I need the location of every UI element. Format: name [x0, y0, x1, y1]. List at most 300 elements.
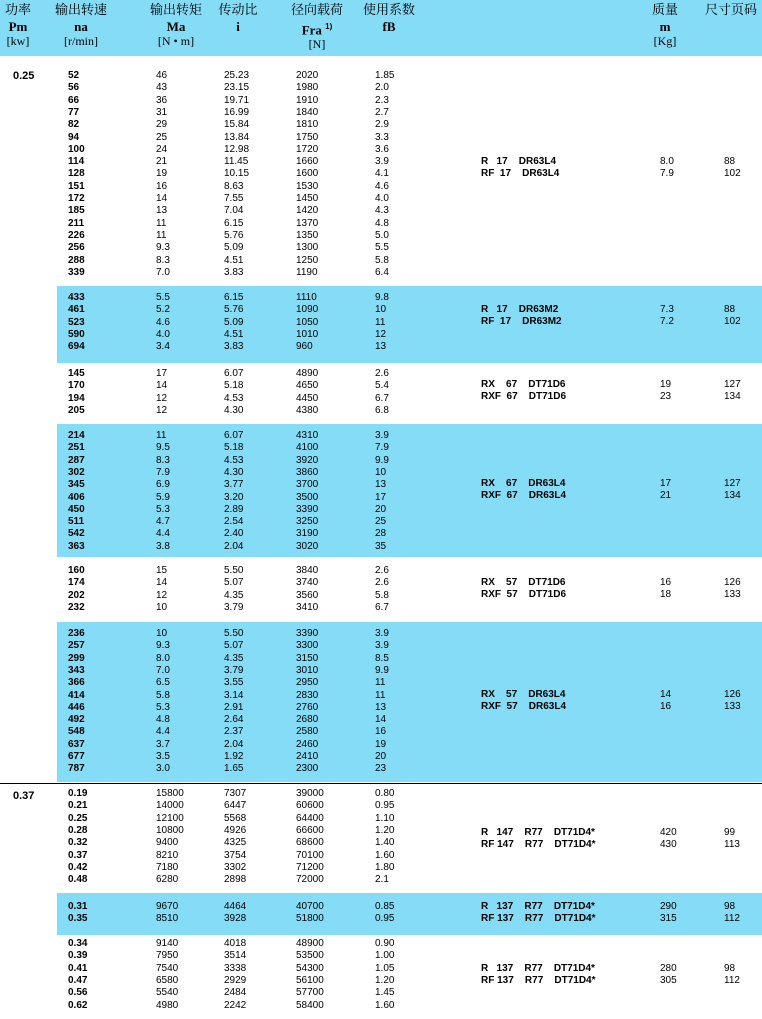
gear-ratio: 10.15: [224, 168, 250, 180]
radial-load: 3500: [296, 491, 319, 503]
radial-load: 53500: [296, 950, 324, 962]
service-factor: 9.9: [375, 664, 389, 676]
table-row: [57, 653, 762, 665]
gear-ratio: 2929: [224, 974, 247, 986]
output-torque: 12: [156, 392, 168, 404]
service-factor: 1.80: [375, 861, 395, 873]
unit-mass: 19: [660, 379, 672, 390]
unit-mass: 430: [660, 839, 677, 851]
output-torque: 4.4: [156, 528, 170, 540]
gear-ratio: 4.51: [224, 254, 244, 266]
table-row: [57, 95, 762, 107]
table-row: [57, 516, 762, 528]
output-torque: 6280: [156, 874, 179, 886]
model-line: [57, 975, 762, 987]
output-torque: 7950: [156, 950, 179, 962]
output-torque: 9400: [156, 837, 179, 849]
unit-mass: 14: [660, 689, 672, 700]
header-symbol-power: [0, 19, 36, 34]
gear-unit-group: [57, 286, 762, 363]
unit-mass: 7.3: [660, 304, 674, 315]
output-speed: 0.47: [68, 974, 88, 986]
output-torque: 19: [156, 168, 168, 180]
output-speed: 77: [68, 106, 80, 118]
dimension-page: 99: [724, 827, 736, 838]
service-factor: 3.3: [375, 131, 389, 143]
service-factor: 6.8: [375, 404, 389, 416]
radial-load: 4100: [296, 442, 319, 454]
output-speed: 677: [68, 751, 85, 762]
header-symbol-text: Fra: [301, 22, 322, 38]
model-line: [57, 379, 762, 391]
header-label-mass: 质量: [651, 3, 678, 18]
radial-load: 1110: [296, 292, 317, 303]
unit-mass: 21: [660, 490, 672, 502]
service-factor: 20: [375, 751, 387, 762]
header-col-speed: [52, 3, 110, 49]
unit-mass: 16: [660, 577, 672, 588]
output-torque: 7.0: [156, 266, 170, 278]
model-line: [57, 689, 762, 701]
radial-load: 3860: [296, 466, 319, 478]
table-row: [57, 602, 762, 614]
output-torque: 36: [156, 94, 168, 106]
model-line: [57, 577, 762, 589]
output-speed: 450: [68, 503, 85, 515]
model-designation: R 17 DR63L4: [481, 156, 557, 167]
radial-load: 1190: [296, 266, 318, 278]
header-unit-torque: [N • m]: [157, 34, 195, 48]
radial-load: 1720: [296, 143, 319, 155]
model-designation: RF 17 DR63L4: [481, 168, 560, 180]
radial-load: 72000: [296, 874, 324, 886]
model-line: [57, 839, 762, 851]
service-factor: 10: [375, 304, 387, 316]
output-torque: 14: [156, 193, 168, 204]
output-speed: 345: [68, 479, 85, 491]
service-factor: 25: [375, 516, 387, 528]
radial-load: 2410: [296, 751, 319, 762]
unit-mass: 16: [660, 701, 672, 713]
gear-ratio: 19.71: [224, 94, 250, 106]
unit-mass: 23: [660, 391, 672, 403]
gear-ratio: 2.89: [224, 503, 244, 515]
gear-ratio: 6447: [224, 800, 247, 812]
radial-load: 1010: [296, 328, 319, 340]
radial-load: 2680: [296, 714, 319, 726]
unit-mass: 7.2: [660, 316, 674, 328]
table-row: [57, 541, 762, 553]
table-row: [57, 862, 762, 874]
gear-ratio: 2.37: [224, 726, 244, 738]
service-factor: 9.9: [375, 454, 389, 466]
dimension-page: 127: [724, 379, 741, 390]
header-symbol-text: fB: [382, 19, 396, 34]
service-factor: 3.6: [375, 143, 389, 155]
radial-load: 3300: [296, 640, 319, 652]
table-row: [57, 739, 762, 751]
table-row: [57, 107, 762, 119]
output-torque: 10: [156, 628, 168, 639]
output-torque: 6580: [156, 974, 179, 986]
model-designation: RX 67 DR63L4: [481, 478, 566, 489]
output-torque: 9140: [156, 938, 179, 949]
header-label-power: 功率: [4, 3, 31, 18]
model-designation: RXF 57 DT71D6: [481, 589, 567, 601]
radial-load: 54300: [296, 962, 324, 974]
table-row: [57, 813, 762, 825]
gear-ratio: 5568: [224, 812, 247, 824]
radial-load: 3020: [296, 540, 319, 552]
table-row: [57, 665, 762, 677]
radial-load: 3410: [296, 601, 319, 613]
service-factor: 8.5: [375, 652, 389, 664]
radial-load: 1600: [296, 168, 319, 180]
gear-ratio: 25.23: [224, 70, 250, 81]
output-torque: 6.5: [156, 677, 170, 689]
gear-ratio: 5.76: [224, 304, 244, 316]
service-factor: 2.7: [375, 106, 389, 118]
output-torque: 9.3: [156, 242, 170, 254]
output-torque: 7.0: [156, 664, 170, 676]
output-speed: 232: [68, 601, 85, 613]
gear-ratio: 5.07: [224, 577, 244, 589]
radial-load: 3920: [296, 454, 319, 466]
dimension-page: 98: [724, 963, 736, 974]
service-factor: 20: [375, 503, 387, 515]
unit-mass: 8.0: [660, 156, 674, 167]
radial-load: 39000: [296, 788, 324, 799]
table-row: [57, 181, 762, 193]
service-factor: 2.9: [375, 119, 389, 131]
radial-load: 1980: [296, 82, 319, 94]
output-torque: 14000: [156, 800, 184, 812]
radial-load: 3700: [296, 479, 319, 491]
table-row: [57, 726, 762, 738]
gear-ratio: 7307: [224, 788, 247, 799]
gear-ratio: 4325: [224, 837, 247, 849]
gear-ratio: 3754: [224, 849, 247, 861]
gear-ratio: 1.65: [224, 763, 244, 775]
output-speed: 82: [68, 119, 80, 131]
gear-ratio: 3.79: [224, 601, 244, 613]
service-factor: 17: [375, 491, 387, 503]
service-factor: 16: [375, 726, 387, 738]
service-factor: 0.85: [375, 901, 395, 912]
gear-ratio: 5.07: [224, 640, 244, 652]
radial-load: 2300: [296, 763, 319, 775]
output-torque: 11: [156, 229, 167, 241]
power-value: 0.25: [13, 70, 35, 82]
header-col-power: [0, 3, 36, 49]
section-divider: [0, 783, 762, 784]
table-row: [57, 205, 762, 217]
unit-mass: 420: [660, 827, 677, 838]
radial-load: 57700: [296, 987, 324, 999]
table-row: [57, 751, 762, 763]
output-speed: 251: [68, 442, 85, 454]
header-label-factor: 使用系数: [362, 3, 415, 18]
header-symbol-torque: [138, 19, 214, 34]
gear-ratio: 5.76: [224, 229, 244, 241]
output-speed: 257: [68, 640, 85, 652]
service-factor: 11: [375, 677, 386, 689]
service-factor: 1.45: [375, 987, 395, 999]
gear-unit-group: [57, 557, 762, 622]
table-header: [0, 0, 762, 56]
service-factor: 4.1: [375, 168, 389, 180]
output-torque: 46: [156, 70, 168, 81]
table-row: [57, 628, 762, 640]
service-factor: 1.20: [375, 974, 395, 986]
radial-load: 71200: [296, 861, 324, 873]
radial-load: 1810: [296, 119, 319, 131]
header-col-page: [700, 3, 762, 19]
table-row: [57, 640, 762, 652]
output-speed: 288: [68, 254, 85, 266]
gear-unit-group: [57, 67, 762, 284]
header-label-speed: 输出转速: [54, 3, 107, 18]
output-speed: 0.48: [68, 874, 88, 886]
radial-load: 40700: [296, 901, 324, 912]
output-speed: 492: [68, 714, 85, 726]
output-speed: 446: [68, 701, 85, 713]
gear-ratio: 3514: [224, 950, 247, 962]
radial-load: 4310: [296, 430, 319, 441]
gear-ratio: 2.91: [224, 701, 244, 713]
output-speed: 0.41: [68, 962, 88, 974]
service-factor: 4.0: [375, 193, 389, 204]
table-row: [57, 430, 762, 442]
output-speed: 185: [68, 205, 85, 217]
radial-load: 1350: [296, 229, 319, 241]
service-factor: 13: [375, 479, 387, 491]
output-speed: 414: [68, 689, 85, 701]
gear-ratio: 4926: [224, 824, 247, 836]
dimension-page: 112: [724, 913, 740, 925]
model-designation: RF 137 R77 DT71D4*: [481, 975, 596, 987]
service-factor: 6.4: [375, 266, 389, 278]
gear-ratio: 5.18: [224, 442, 244, 454]
output-torque: 8210: [156, 849, 179, 861]
table-row: [57, 938, 762, 950]
output-torque: 14: [156, 577, 168, 589]
table-row: [57, 144, 762, 156]
radial-load: 68600: [296, 837, 324, 849]
output-speed: 461: [68, 304, 85, 316]
gear-unit-group: [57, 785, 762, 892]
table-row: [57, 292, 762, 304]
service-factor: 2.6: [375, 565, 389, 576]
header-symbol-text: m: [659, 19, 671, 34]
table-row: [57, 218, 762, 230]
unit-mass: 305: [660, 975, 677, 987]
service-factor: 3.9: [375, 430, 389, 441]
output-speed: 194: [68, 392, 85, 404]
gear-ratio: 6.07: [224, 368, 244, 379]
model-line: [57, 913, 762, 925]
output-speed: 0.32: [68, 837, 88, 849]
gear-ratio: 5.18: [224, 380, 244, 392]
header-symbol-load: [281, 19, 353, 37]
output-torque: 29: [156, 119, 168, 131]
output-speed: 694: [68, 341, 85, 353]
model-designation: RXF 57 DR63L4: [481, 701, 567, 713]
gear-ratio: 3.14: [224, 689, 244, 701]
output-speed: 202: [68, 589, 85, 601]
output-speed: 523: [68, 316, 85, 328]
gear-ratio: 3302: [224, 861, 247, 873]
service-factor: 11: [375, 689, 386, 701]
table-row: [57, 442, 762, 454]
radial-load: 1750: [296, 131, 319, 143]
output-speed: 406: [68, 491, 85, 503]
header-label-load: 径向载荷: [290, 3, 343, 18]
service-factor: 1.20: [375, 824, 395, 836]
gear-ratio: 6.15: [224, 217, 244, 229]
output-speed: 151: [68, 180, 85, 192]
output-speed: 302: [68, 466, 85, 478]
table-row: [57, 341, 762, 353]
gear-ratio: 5.09: [224, 242, 244, 254]
output-torque: 8.3: [156, 454, 170, 466]
output-speed: 637: [68, 738, 85, 750]
service-factor: 5.4: [375, 380, 389, 392]
gear-ratio: 4.30: [224, 404, 244, 416]
output-speed: 56: [68, 82, 80, 94]
header-col-torque: [138, 3, 214, 49]
gear-ratio: 4.35: [224, 589, 244, 601]
service-factor: 14: [375, 714, 387, 726]
output-torque: 12: [156, 404, 168, 416]
output-speed: 0.34: [68, 938, 88, 949]
table-row: [57, 119, 762, 131]
output-torque: 5.2: [156, 304, 170, 316]
radial-load: 1090: [296, 304, 319, 316]
radial-load: 2830: [296, 689, 319, 701]
output-torque: 17: [156, 368, 168, 379]
output-torque: 4.8: [156, 714, 170, 726]
gear-ratio: 2.64: [224, 714, 244, 726]
service-factor: 2.1: [375, 874, 389, 886]
header-label-page: 尺寸页码: [704, 3, 757, 18]
model-line: [57, 156, 762, 168]
table-row: [57, 800, 762, 812]
dimension-page: 133: [724, 589, 741, 601]
gear-ratio: 16.99: [224, 106, 250, 118]
output-torque: 25: [156, 131, 168, 143]
service-factor: 35: [375, 540, 387, 552]
model-designation: RXF 67 DR63L4: [481, 490, 567, 502]
service-factor: 6.7: [375, 392, 389, 404]
header-symbol-text: Pm: [8, 19, 28, 34]
radial-load: 3150: [296, 652, 319, 664]
header-col-mass: [645, 3, 685, 49]
output-speed: 363: [68, 540, 85, 552]
output-speed: 172: [68, 193, 85, 204]
header-symbol-factor: [360, 19, 418, 34]
gear-ratio: 2.40: [224, 528, 244, 540]
output-torque: 11: [156, 430, 167, 441]
header-symbol-mass: [645, 19, 685, 34]
radial-load: 4890: [296, 368, 319, 379]
radial-load: 66600: [296, 824, 324, 836]
table-row: [57, 267, 762, 279]
model-line: [57, 963, 762, 975]
output-torque: 7180: [156, 861, 179, 873]
output-speed: 145: [68, 368, 85, 379]
table-row: [57, 528, 762, 540]
header-footnote-mark: 1): [325, 22, 333, 31]
radial-load: 1840: [296, 106, 319, 118]
model-designation: R 147 R77 DT71D4*: [481, 827, 595, 838]
dimension-page: 134: [724, 391, 741, 403]
gear-unit-group: [57, 363, 762, 424]
output-speed: 0.28: [68, 824, 88, 836]
gear-unit-group: [57, 622, 762, 782]
header-symbol-text: na: [74, 19, 88, 34]
unit-mass: 290: [660, 901, 677, 912]
table-row: [57, 255, 762, 267]
radial-load: 1450: [296, 193, 319, 204]
output-speed: 287: [68, 454, 85, 466]
header-unit-load: [N]: [308, 37, 326, 52]
output-speed: 339: [68, 266, 85, 278]
service-factor: 13: [375, 341, 387, 353]
output-torque: 8.0: [156, 652, 170, 664]
header-col-ratio: [213, 3, 263, 34]
output-speed: 226: [68, 229, 85, 241]
power-value: 0.37: [13, 790, 35, 802]
model-line: [57, 478, 762, 490]
output-speed: 0.19: [68, 788, 88, 799]
output-speed: 0.31: [68, 901, 88, 912]
service-factor: 0.95: [375, 800, 395, 812]
radial-load: 3390: [296, 503, 319, 515]
service-factor: 1.60: [375, 849, 395, 861]
radial-load: 60600: [296, 800, 324, 812]
table-row: [57, 405, 762, 417]
dimension-page: 112: [724, 975, 740, 987]
gear-ratio: 7.04: [224, 205, 244, 217]
output-speed: 66: [68, 94, 80, 106]
service-factor: 0.95: [375, 913, 395, 925]
header-symbol-text: i: [236, 19, 240, 34]
gear-ratio: 4.35: [224, 652, 244, 664]
radial-load: 1050: [296, 316, 319, 328]
service-factor: 2.0: [375, 82, 389, 94]
output-torque: 5.5: [156, 292, 170, 303]
service-factor: 5.0: [375, 229, 389, 241]
output-speed: 433: [68, 292, 85, 303]
gear-ratio: 4.30: [224, 466, 244, 478]
model-line: [57, 168, 762, 180]
service-factor: 5.8: [375, 589, 389, 601]
radial-load: 2760: [296, 701, 319, 713]
radial-load: 1420: [296, 205, 319, 217]
table-row: [57, 193, 762, 205]
model-line: [57, 824, 762, 839]
output-torque: 13: [156, 205, 168, 217]
header-unit-mass: [Kg]: [653, 34, 677, 48]
radial-load: 4650: [296, 380, 319, 392]
service-factor: 12: [375, 328, 387, 340]
dimension-page: 98: [724, 901, 736, 912]
table-row: [57, 950, 762, 962]
model-designation: RXF 67 DT71D6: [481, 391, 567, 403]
output-torque: 9670: [156, 901, 179, 912]
service-factor: 2.6: [375, 577, 389, 589]
